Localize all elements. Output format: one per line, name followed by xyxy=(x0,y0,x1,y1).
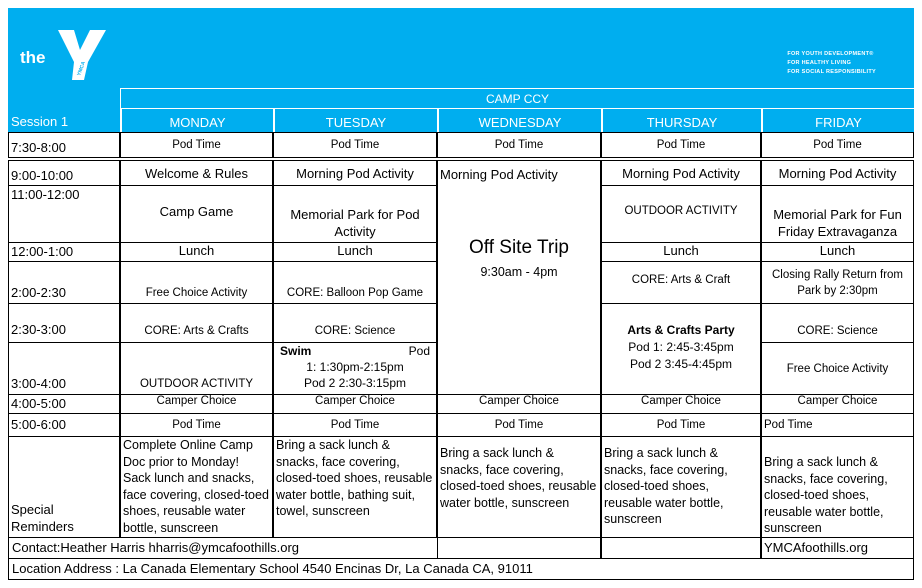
friday-camper-choice: Camper Choice xyxy=(761,394,914,414)
wednesday-camper-choice: Camper Choice xyxy=(437,394,601,414)
monday-camp-game: Camp Game xyxy=(120,185,273,243)
monday-lunch: Lunch xyxy=(120,242,273,262)
wednesday-trip-block xyxy=(437,160,601,395)
logo-sub-text: YMCA xyxy=(76,60,87,77)
monday-special: Complete Online Camp Doc prior to Monday! Sack lunch and snacks, face covering, closed-toed shoes, reusable water bottle, sunscreen xyxy=(120,436,273,538)
friday-lunch: Lunch xyxy=(761,242,914,262)
wednesday-off-site-trip: Off Site Trip xyxy=(469,237,569,258)
day-header-monday: MONDAY xyxy=(120,108,273,132)
tuesday-balloon: CORE: Balloon Pop Game xyxy=(273,261,437,304)
time-cell: 2:30-3:00 xyxy=(8,303,120,343)
camp-name: CAMP CCY xyxy=(120,88,914,108)
wednesday-special: Bring a sack lunch & snacks, face covering, closed-toed shoes, reusable water bottle, sunscreen xyxy=(437,436,601,538)
wednesday-morning-pod: Morning Pod Activity xyxy=(440,167,558,182)
location-address: Location Address : La Canada Elementary School 4540 Encinas Dr, La Canada CA, 91011 xyxy=(8,558,914,580)
day-header-wednesday: WEDNESDAY xyxy=(437,108,601,132)
monday-pod-time-5: Pod Time xyxy=(120,413,273,437)
thursday-lunch: Lunch xyxy=(601,242,761,262)
thursday-special: Bring a sack lunch & snacks, face covering, closed-toed shoes, reusable water bottle, sunscreen xyxy=(601,436,761,538)
header-banner xyxy=(8,8,914,88)
day-header-tuesday: TUESDAY xyxy=(273,108,437,132)
tuesday-science: CORE: Science xyxy=(273,303,437,343)
tuesday-camper-choice: Camper Choice xyxy=(273,394,437,414)
time-cell: 2:00-2:30 xyxy=(8,261,120,304)
time-cell: 12:00-1:00 xyxy=(8,242,120,262)
session-label: Session 1 xyxy=(8,108,120,132)
tagline-line: FOR HEALTHY LIVING xyxy=(787,60,852,66)
swim-pod-1: 1: 1:30pm-2:15pm xyxy=(306,360,404,374)
tuesday-special: Bring a sack lunch & snacks, face covering, closed-toed shoes, reusable water bottle, bathing suit, towel, sunscreen xyxy=(273,436,437,538)
friday-pod-time-5: Pod Time xyxy=(761,413,914,437)
thursday-pod-time-5: Pod Time xyxy=(601,413,761,437)
monday-welcome: Welcome & Rules xyxy=(120,160,273,186)
contact-spacer xyxy=(437,537,601,559)
tuesday-memorial-park: Memorial Park for Pod Activity xyxy=(273,185,437,243)
tagline-line: FOR YOUTH DEVELOPMENT® xyxy=(787,51,874,57)
swim-title: Swim xyxy=(280,344,312,358)
tuesday-pod-time-5: Pod Time xyxy=(273,413,437,437)
time-cell: 4:00-5:00 xyxy=(8,394,120,414)
friday-special: Bring a sack lunch & snacks, face covering, closed-toed shoes, reusable water bottle, sunscreen xyxy=(761,436,914,538)
monday-camper-choice: Camper Choice xyxy=(120,394,273,414)
contact-spacer xyxy=(601,537,761,559)
day-header-friday: FRIDAY xyxy=(761,108,914,132)
party-title: Arts & Crafts Party xyxy=(627,323,735,337)
wednesday-trip-time: 9:30am - 4pm xyxy=(480,265,558,279)
contact-info: Contact:Heather Harris hharris@ymcafoothills.org xyxy=(8,537,761,559)
time-cell-special: Special Reminders xyxy=(8,436,120,538)
wednesday-pod-time-5: Pod Time xyxy=(437,413,601,437)
thursday-outdoor: OUTDOOR ACTIVITY xyxy=(601,185,761,243)
tuesday-lunch: Lunch xyxy=(273,242,437,262)
ymca-logo xyxy=(18,22,118,82)
friday-morning-pod: Morning Pod Activity xyxy=(761,160,914,186)
swim-header xyxy=(274,343,436,359)
swim-pod: Pod xyxy=(408,344,430,358)
swim-pod-2: Pod 2 2:30-3:15pm xyxy=(303,376,407,390)
tuesday-pod-time: Pod Time xyxy=(273,132,437,158)
friday-pod-time: Pod Time xyxy=(761,132,914,158)
friday-closing-rally: Closing Rally Return from Park by 2:30pm xyxy=(761,261,914,304)
header-spacer xyxy=(8,88,120,108)
monday-arts: CORE: Arts & Crafts xyxy=(120,303,273,343)
wednesday-pod-time: Pod Time xyxy=(437,132,601,158)
thursday-pod-time: Pod Time xyxy=(601,132,761,158)
time-cell: 9:00-10:00 xyxy=(8,160,120,186)
website-link[interactable]: YMCAfoothills.org xyxy=(761,537,914,559)
time-cell: 7:30-8:00 xyxy=(8,132,120,158)
monday-pod-time: Pod Time xyxy=(120,132,273,158)
day-header-thursday: THURSDAY xyxy=(601,108,761,132)
thursday-party xyxy=(601,303,761,395)
tagline-line: FOR SOCIAL RESPONSIBILITY xyxy=(787,69,876,75)
thursday-morning-pod: Morning Pod Activity xyxy=(601,160,761,186)
party-pod-2: Pod 2 3:45-4:45pm xyxy=(629,357,733,371)
friday-memorial-park: Memorial Park for Fun Friday Extravaganza xyxy=(761,185,914,243)
time-cell: 3:00-4:00 xyxy=(8,342,120,395)
party-pod-1: Pod 1: 2:45-3:45pm xyxy=(628,340,734,354)
thursday-arts-craft: CORE: Arts & Craft xyxy=(601,261,761,304)
tagline xyxy=(787,50,876,77)
time-cell: 11:00-12:00 xyxy=(8,185,120,243)
friday-science: CORE: Science xyxy=(761,303,914,343)
friday-free-choice: Free Choice Activity xyxy=(761,342,914,395)
logo-text: the xyxy=(20,48,46,67)
thursday-camper-choice: Camper Choice xyxy=(601,394,761,414)
tuesday-morning-pod: Morning Pod Activity xyxy=(273,160,437,186)
tuesday-swim xyxy=(273,342,437,395)
monday-outdoor: OUTDOOR ACTIVITY xyxy=(120,342,273,395)
monday-free-choice: Free Choice Activity xyxy=(120,261,273,304)
time-cell: 5:00-6:00 xyxy=(8,413,120,437)
